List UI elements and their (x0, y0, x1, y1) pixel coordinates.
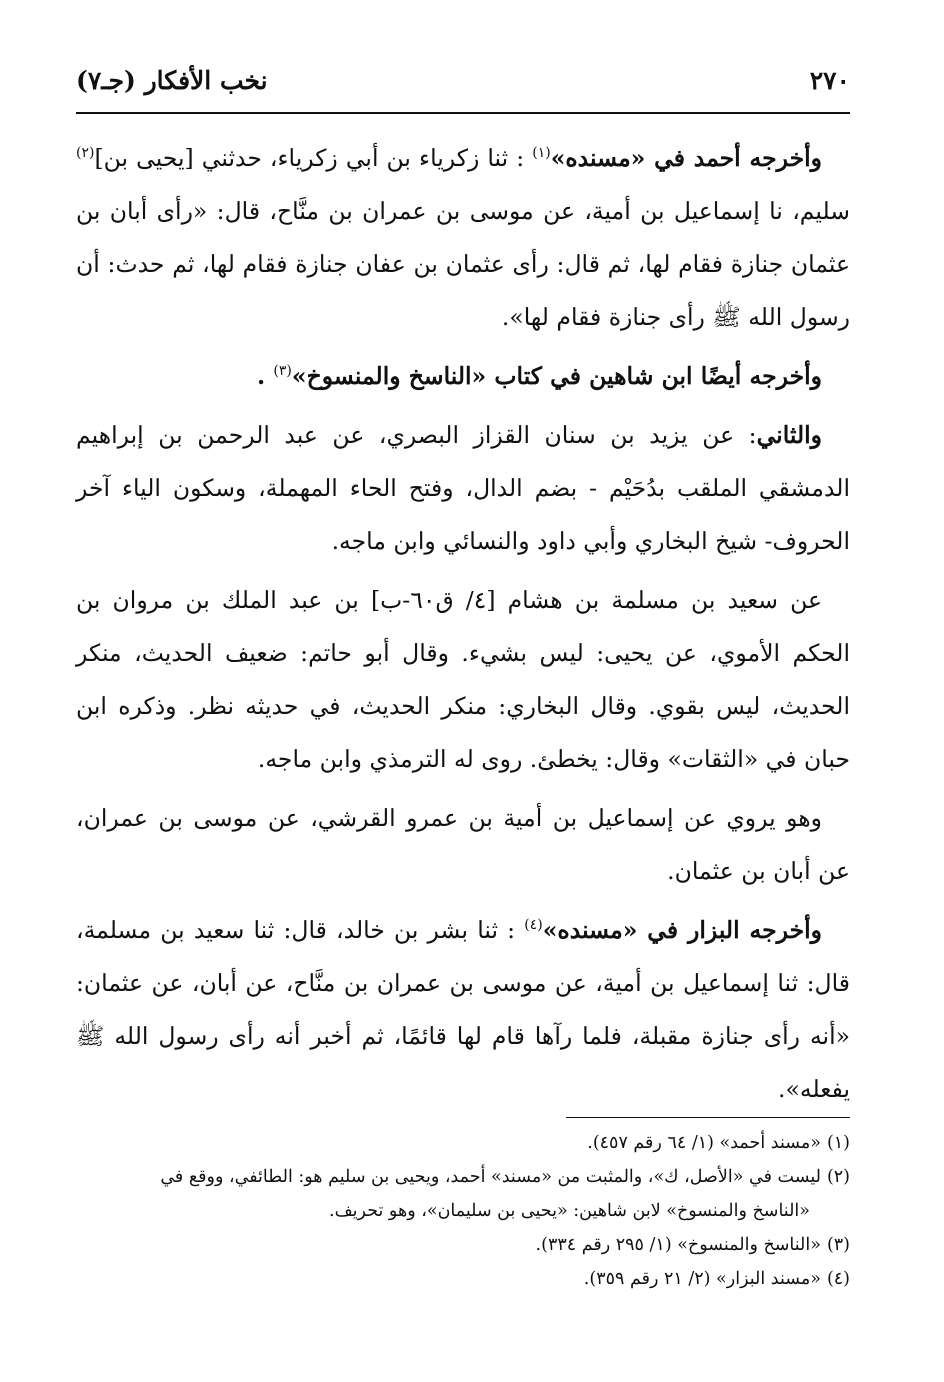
paragraph-ahmad (76, 132, 850, 344)
paragraph-lead: والثاني (756, 421, 822, 449)
paragraph-second (76, 409, 850, 568)
footnote-ref: (٢) (76, 145, 95, 162)
footnote-number: (٣) (826, 1235, 850, 1255)
paragraph-text: : ثنا بشر بن خالد، قال: ثنا سعيد بن مسلمة، قال: ثنا إسماعيل بن أمية، عن موسى بن عمران بن منَّاح، عن أبان، عن عثمان: «أنه رأى جنازة مقبلة، فلما رآها قام لها قائمًا، ثم أخبر أنه رأى رسول الله ﷺ يفعله». (76, 916, 850, 1103)
main-text (76, 132, 850, 1122)
footnote-number: (١) (826, 1133, 850, 1153)
paragraph-text: : ثنا زكرياء بن أبي زكرياء، حدثني [يحيى بن] (94, 144, 533, 172)
paragraph-lead: وأخرجه أيضًا ابن شاهين في كتاب «الناسخ والمنسوخ» (291, 362, 822, 390)
footnote-4 (76, 1262, 850, 1296)
book-title: نخب الأفكار (جـ٧) (76, 66, 268, 95)
footnote-ref: (٤) (524, 917, 543, 934)
footnote-continuation: «الناسخ والمنسوخ» لابن شاهين: «يحيى بن سليمان»، وهو تحريف. (329, 1201, 810, 1221)
page-number: ٢٧٠ (809, 66, 850, 95)
header-rule (76, 112, 850, 114)
footnote-text: «مسند البزار» (٢/ ٢١ رقم ٣٥٩). (583, 1269, 821, 1289)
footnote-ref: (٣) (273, 363, 292, 380)
footnote-number: (٤) (826, 1269, 850, 1289)
paragraph-text: وهو يروي عن إسماعيل بن أمية بن عمرو القرشي، عن موسى بن عمران، عن أبان بن عثمان. (76, 804, 850, 885)
footnote-text: ليست في «الأصل، ك»، والمثبت من «مسند» أحمد، ويحيى بن سليم هو: الطائفي، ووقع في (160, 1167, 821, 1187)
footnote-2 (76, 1160, 850, 1228)
footnote-text: «مسند أحمد» (١/ ٦٤ رقم ٤٥٧). (587, 1133, 821, 1153)
paragraph-said (76, 574, 850, 786)
paragraph-text: عن سعيد بن مسلمة بن هشام [٤/ ق٦٠-ب] بن عبد الملك بن مروان بن الحكم الأموي، عن يحيى: ليس بشيء. وقال أبو حاتم: ضعيف الحديث، منكر الحديث، ليس بقوي. وقال البخاري: منكر الحديث، في حديثه نظر. وذكره ابن حبان في «الثقات» وقال: يخطئ. روى له الترمذي وابن ماجه. (76, 586, 850, 773)
paragraph-bazzar (76, 904, 850, 1116)
footnote-3 (76, 1228, 850, 1262)
footnote-text: «الناسخ والمنسوخ» (١/ ٢٩٥ رقم ٣٣٤). (535, 1235, 821, 1255)
paragraph-text: سليم، نا إسماعيل بن أمية، عن موسى بن عمران بن منَّاح، قال: «رأى أبان بن عثمان جنازة فقام لها، ثم قال: رأى عثمان بن عفان جنازة فقام لها، ثم حدث: أن رسول الله ﷺ رأى جنازة فقام لها». (76, 197, 850, 331)
paragraph-lead: وأخرجه أحمد في «مسنده» (550, 144, 822, 172)
paragraph-narrates (76, 792, 850, 898)
footnote-ref: (١) (532, 145, 551, 162)
footnote-number: (٢) (826, 1167, 850, 1187)
paragraph-ibn-shahin (76, 350, 850, 403)
footnotes (76, 1126, 850, 1296)
paragraph-text: . (257, 362, 274, 390)
paragraph-lead: وأخرجه البزار في «مسنده» (542, 916, 822, 944)
footnote-rule (566, 1117, 850, 1118)
running-header (76, 66, 850, 95)
paragraph-text: : عن يزيد بن سنان القزاز البصري، عن عبد الرحمن بن إبراهيم الدمشقي الملقب بدُحَيْم - بضم الدال، وفتح الحاء المهملة، وسكون الياء آخر الحروف- شيخ البخاري وأبي داود والنسائي وابن ماجه. (76, 421, 850, 555)
footnote-1 (76, 1126, 850, 1160)
